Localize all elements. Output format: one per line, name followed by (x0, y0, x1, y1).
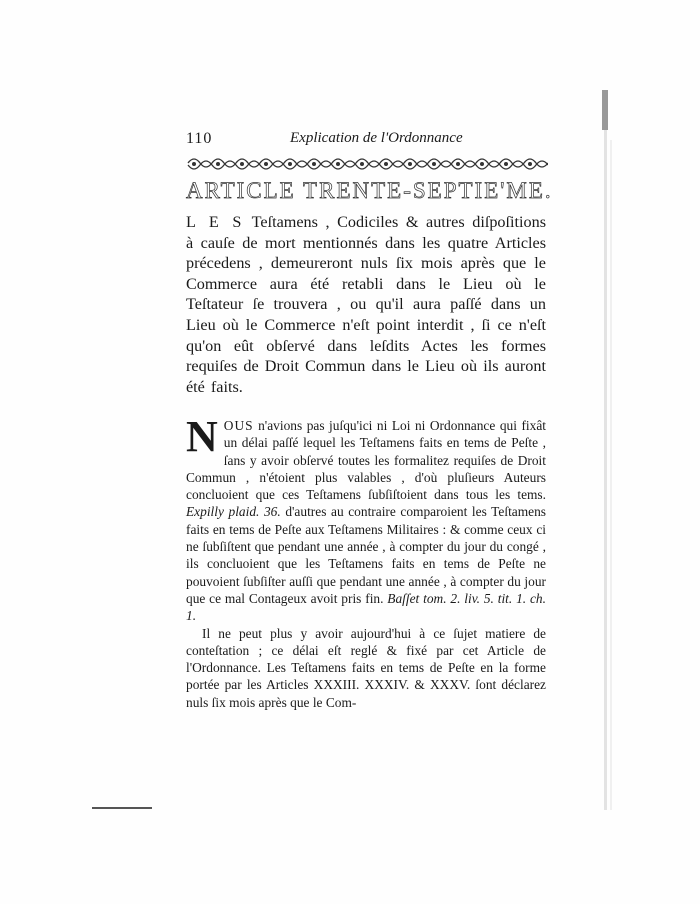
drop-cap: N (186, 412, 218, 461)
commentary (186, 412, 546, 711)
article-text (186, 212, 546, 397)
article-initial: L E S (186, 213, 245, 231)
commentary-text-1b: d'autres au contraire comparoient les Teſtamens faits en tems de Peſte aux Teſtamens Militaires : & comme ceux ci ne ſubſiſtent que pendant une année , à compter du jour du congé , ils concluoient que les Teſtamens faits en tems de Peſte ne pouvoient ſubſiſter auſſi que pendant une année , à compter du jour que ce mal Contageux avoit pris fin. (186, 504, 546, 606)
citation-basset: Baſſet tom. 2. liv. 5. tit. 1. ch. 1. (186, 590, 546, 624)
article-body: Teſtamens , Codiciles & autres diſpoſitions à cauſe de mort mentionnés dans les quatre Articles précedens , demeureront nuls ſix mois après que le Commerce aura été retabli dans le Lieu où le Teſtateur ſe trouvera , ou qu'il aura paſſé dans un Lieu où le Commerce n'eſt point interdit , ſi ce n'eſt qu'on eût obſervé dans leſdits Actes les formes requiſes de Droit Commun dans le Lieu où ils auront été faits. (186, 213, 546, 396)
page-edge-mark (92, 806, 152, 810)
printer-ornament (186, 153, 548, 173)
citation-expilly: Expilly plaid. 36. (186, 504, 281, 520)
page-number: 110 (186, 130, 213, 147)
commentary-paragraph-2 (186, 625, 546, 711)
page-gutter-shadow (596, 90, 616, 810)
commentary-paragraph-1 (186, 412, 546, 625)
opening-word: OUS (223, 418, 254, 433)
commentary-text-1a: n'avions pas juſqu'ici ni Loi ni Ordonnance qui fixât un délai paſſé lequel les Teſtamens faits en tems de Peſte , ſans y avoir obſervé toutes les formalitez requiſes de Droit Commun , n'étoient plus valables , d'où pluſieurs Auteurs concluoient que ces Teſtamens ſubſiſtoient dans tous les tems. (186, 418, 546, 503)
running-title: Explication de l'Ordonnance (290, 130, 463, 146)
commentary-text-2: Il ne peut plus y avoir aujourd'hui à ce ſujet matiere de conteſtation ; ce délai eſt reglé & fixé par cet Article de l'Ordonnance. Les Teſtamens faits en tems de Peſte en la forme portée par les Articles XXXIII. XXXIV. & XXXV. ſont déclarez nuls ſix mois après que le Com- (186, 625, 546, 710)
article-title: ARTICLE TRENTE-SEPTIE'ME. (186, 178, 553, 203)
